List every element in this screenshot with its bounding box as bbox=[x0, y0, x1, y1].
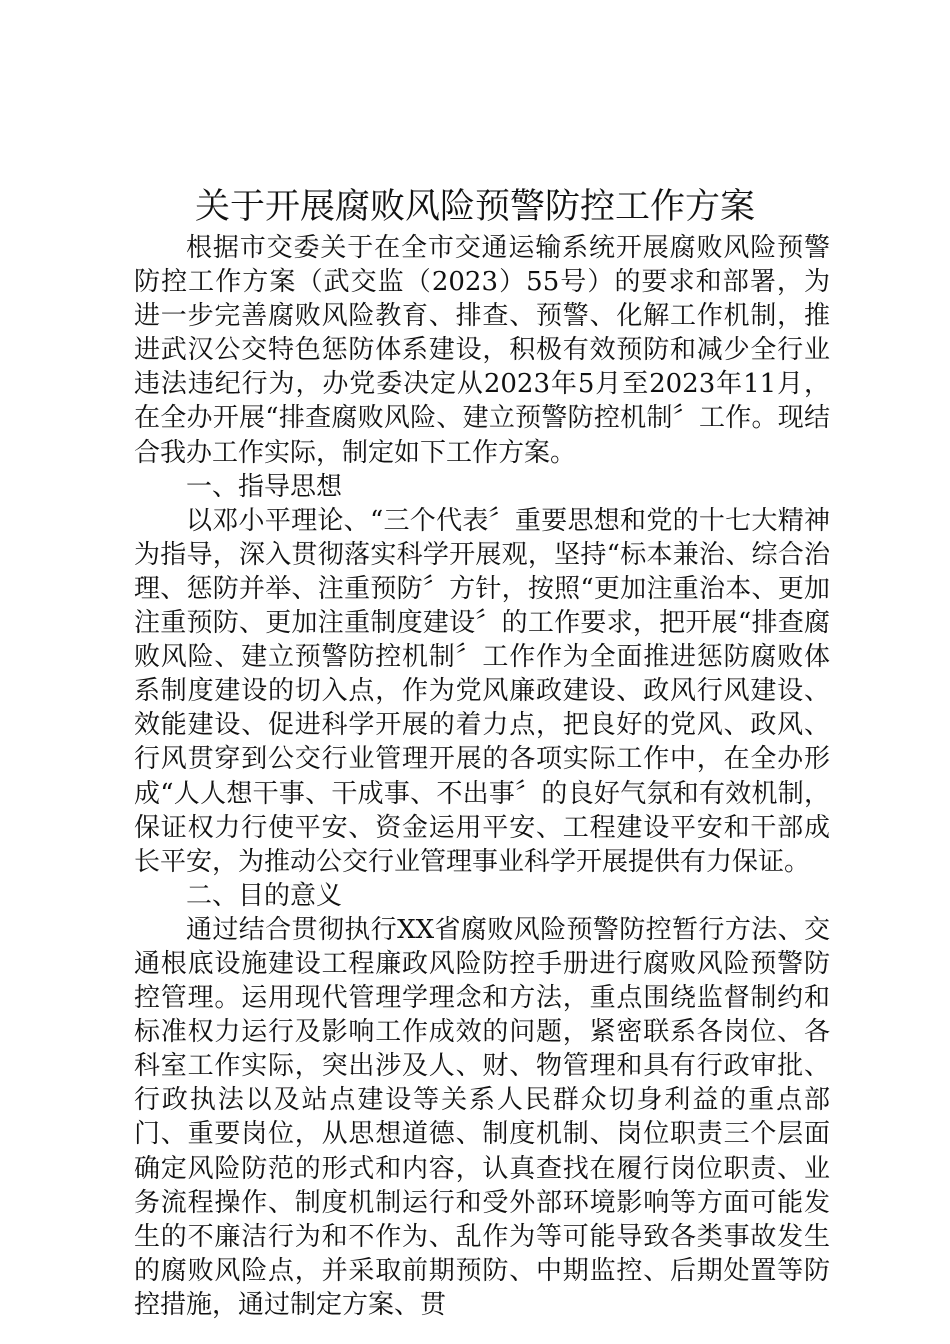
section-heading-guiding-thought: 一、指导思想 bbox=[186, 471, 343, 502]
guiding-thought-paragraph: 以邓小平理论、“三个代表〞重要思想和党的十七大精神为指导，深入贯彻落实科学开展观，坚持“标本兼治、综合治理、惩防并举、注重预防〞方针，按照“更加注重治本、更加注重预防、更加注重制度建设〞的工作要求，把开展“排查腐败风险、建立预警防控机制〞工作作为全面推进惩防腐败体系制度建设的切入点，作为党风廉政建设、政风行风建设、效能建设、促进科学开展的着力点，把良好的党风、政风、行风贯穿到公交行业管理开展的各项实际工作中，在全办形成“人人想干事、干成事、不出事〞的良好气氛和有效机制，保证权力行使平安、资金运用平安、工程建设平安和干部成长平安，为推动公交行业管理事业科学开展提供有力保证。 bbox=[134, 505, 830, 877]
document-title: 关于开展腐败风险预警防控工作方案 bbox=[194, 187, 755, 227]
document-body bbox=[134, 231, 830, 1322]
section-heading-purpose: 二、目的意义 bbox=[186, 880, 343, 911]
purpose-paragraph: 通过结合贯彻执行XX省腐败风险预警防控暂行方法、交通根底设施建设工程廉政风险防控手册进行腐败风险预警防控管理。运用现代管理学理念和方法，重点围绕监督制约和标准权力运行及影响工作成效的问题，紧密联系各岗位、各科室工作实际，突出涉及人、财、物管理和具有行政审批、行政执法以及站点建设等关系人民群众切身利益的重点部门、重要岗位，从思想道德、制度机制、岗位职责三个层面确定风险防范的形式和内容，认真查找在履行岗位职责、业务流程操作、制度机制运行和受外部环境影响等方面可能发生的不廉洁行为和不作为、乱作为等可能导致各类事故发生的腐败风险点，并采取前期预防、中期监控、后期处置等防控措施，通过制定方案、贯 bbox=[134, 914, 830, 1320]
intro-paragraph: 根据市交委关于在全市交通运输系统开展腐败风险预警防控工作方案（武交监（2023）55号）的要求和部署，为进一步完善腐败风险教育、排查、预警、化解工作机制，推进武汉公交特色惩防体系建设，积极有效预防和减少全行业违法违纪行为，办党委决定从2023年5月至2023年11月，在全办开展“排查腐败风险、建立预警防控机制〞工作。现结合我办工作实际，制定如下工作方案。 bbox=[134, 233, 830, 468]
